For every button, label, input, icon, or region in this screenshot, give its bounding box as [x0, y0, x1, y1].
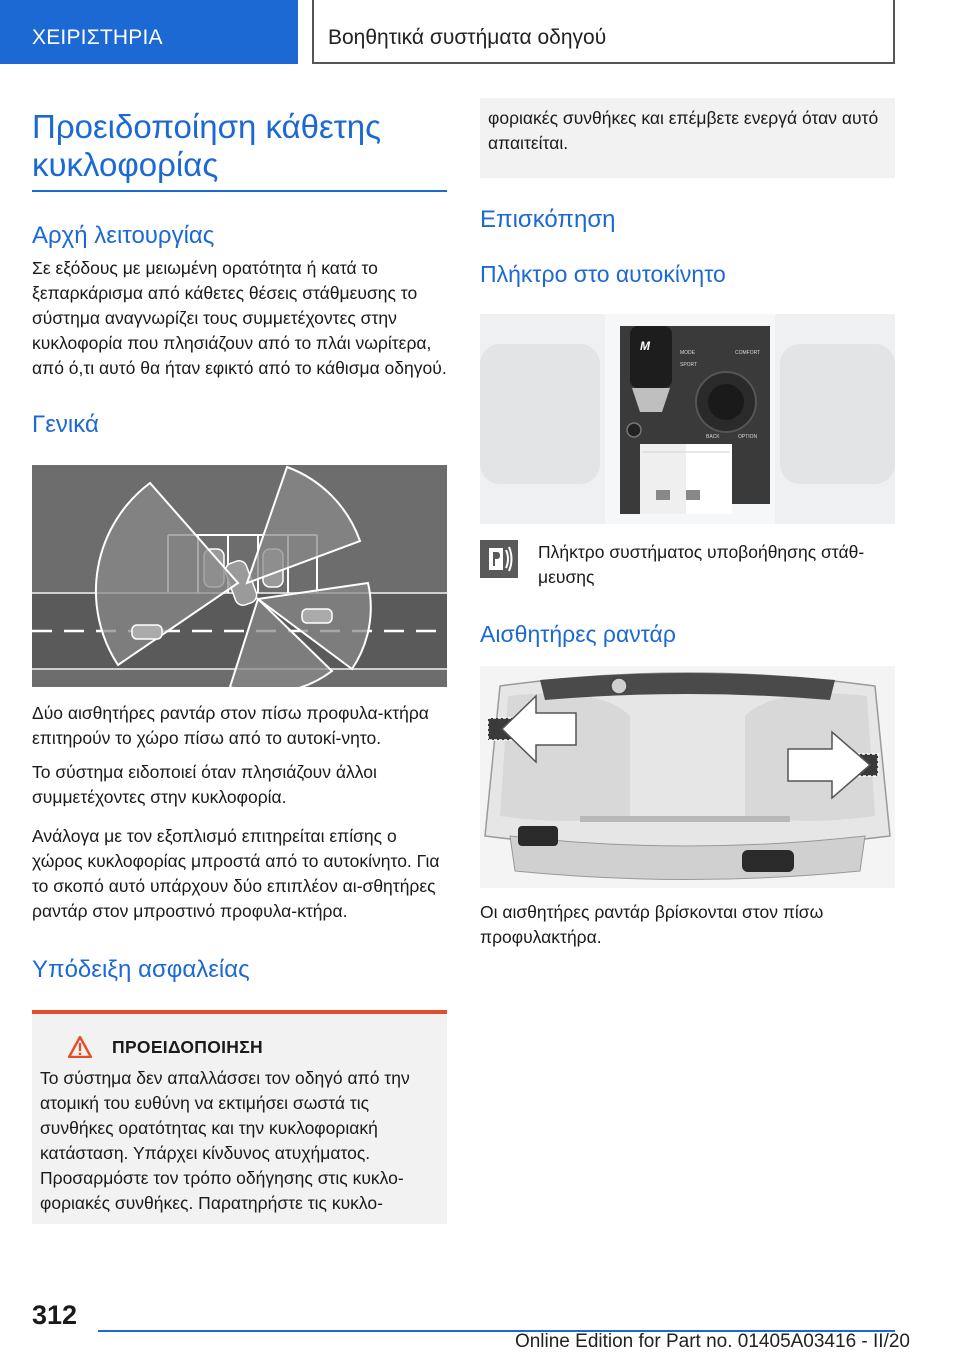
console-label-back: BACK [706, 434, 720, 440]
warning-title: ΠΡΟΕΙΔΟΠΟΙΗΣΗ [112, 1036, 263, 1057]
edition-label: Online Edition for Part no. 01405A03416 - II/20 [514, 1331, 910, 1352]
general-paragraph-3: Ανάλογα με τον εξοπλισμό επιτηρείται επίσης ο χώρος κυκλοφορίας μπροστά από το αυτοκίνητο. Για το σκοπό αυτό υπάρχουν δύο επιπλέον αι-σθητήρες ραντάρ στον μπροστινό προφυλα-κτήρα. [32, 826, 440, 921]
button-heading: Πλήκτρο στο αυτοκίνητο [480, 261, 726, 287]
principle-text: Σε εξόδους με μειωμένη ορατότητα ή κατά το ξεπαρκάρισμα από κάθετες θέσεις στάθμευσης το σύστημα αναγνωρίζει τους συμμετέχοντες στην κυκλοφορία που πλησιάζουν από το πλάι νωρίτερα, από ό,τι αυτό θα ήταν εφικτό από το κάθισμα οδηγού. [32, 258, 447, 378]
general-paragraph-2: Το σύστημα ειδοποιεί όταν πλησιάζουν άλλοι συμμετέχοντες στην κυκλοφορία. [32, 762, 377, 807]
warning-box [32, 1010, 447, 1224]
console-label-comfort: COMFORT [735, 350, 761, 356]
warning-header [68, 1036, 439, 1058]
sensors-heading: Αισθητήρες ραντάρ [480, 621, 676, 647]
left-column [32, 108, 447, 1224]
warning-box-continued [480, 98, 895, 178]
button-caption: Πλήκτρο συστήματος υποβοήθησης στάθ-μευσης [538, 542, 865, 587]
shifter-brand-logo: M [640, 339, 650, 353]
rear-bumper-photo [480, 666, 895, 888]
general-paragraph-1: Δύο αισθητήρες ραντάρ στον πίσω προφυλα-κτήρα επιτηρούν το χώρο πίσω από το αυτοκί-νητο. [32, 703, 429, 748]
center-console-photo [480, 314, 895, 524]
warning-text: Το σύστημα δεν απαλλάσσει τον οδηγό από την ατομική του ευθύνη να εκτιμήσει σωστά τις συνθήκες ορατότητας και την κυκλοφοριακή κατάσταση. Υπάρχει κίνδυνος ατυχήματος. Προσαρμόστε τον τρόπο οδήγησης στις κυκλο-φοριακές συνθήκες. Παρατηρήστε τις κυκλο- [40, 1068, 410, 1213]
page-title: Προειδοποίηση κάθετης κυκλοφορίας [32, 108, 382, 183]
general-heading: Γενικά [32, 411, 99, 438]
right-column [480, 98, 895, 950]
chapter-title: Βοηθητικά συστήματα οδηγού [312, 0, 895, 64]
page-number: 312 [32, 1300, 78, 1330]
title-divider [32, 190, 447, 192]
radar-coverage-diagram [32, 465, 447, 687]
console-label-mode: MODE [680, 350, 695, 356]
principle-heading: Αρχή λειτουργίας [32, 222, 215, 249]
parking-assist-button-icon [480, 540, 518, 578]
parking-assist-button-row [480, 540, 895, 590]
sensors-caption: Οι αισθητήρες ραντάρ βρίσκονται στον πίσω προφυλακτήρα. [480, 902, 824, 947]
console-label-sport: SPORT [680, 362, 698, 368]
safety-heading: Υπόδειξη ασφαλείας [32, 956, 250, 983]
warning-triangle-icon [68, 1036, 92, 1058]
section-tab: ΧΕΙΡΙΣΤΗΡΙΑ [0, 0, 298, 64]
overview-heading: Επισκόπηση [480, 206, 616, 233]
console-label-option: OPTION [738, 434, 758, 440]
warning-text-continued: φοριακές συνθήκες και επέμβετε ενεργά όταν αυτό απαιτείται. [488, 108, 879, 153]
